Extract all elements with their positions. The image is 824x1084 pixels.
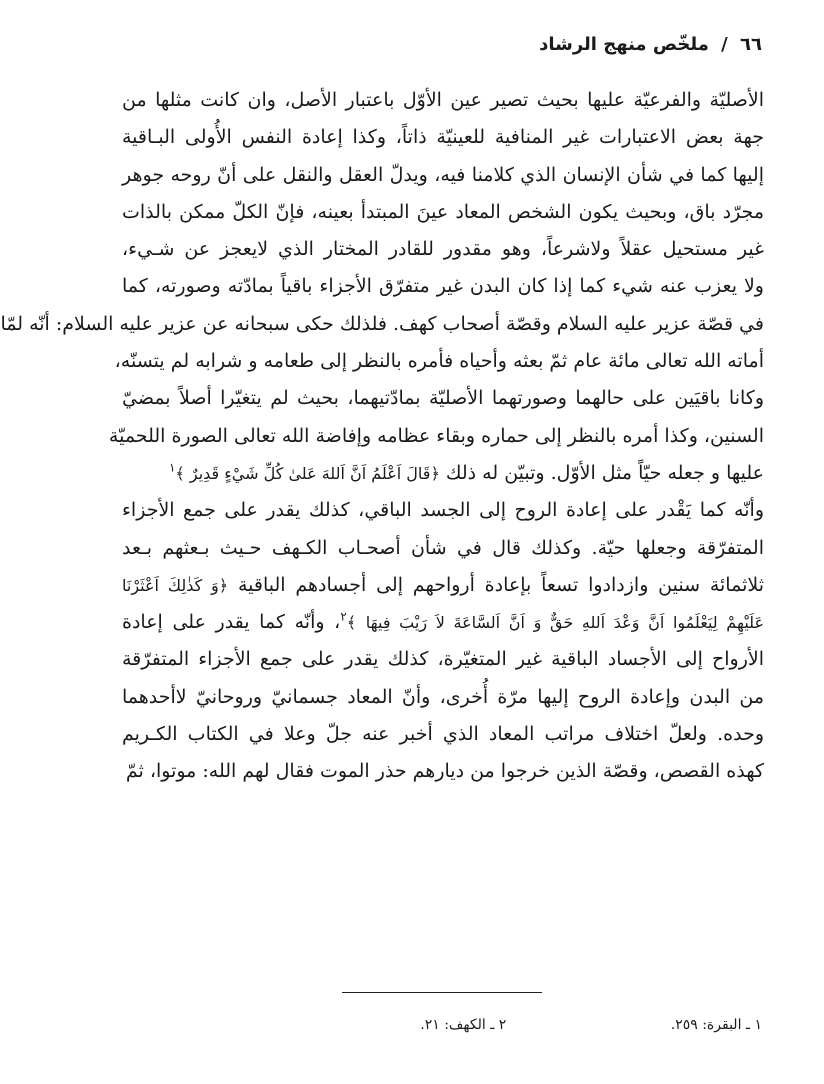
book-title: ملخّص منهج الرشاد <box>539 34 709 55</box>
text-line: وأنّه كما يَقْدر على إعادة الروح إلى الجسد الباقي، كذلك يقدر على جمع الأجزاء <box>122 499 764 522</box>
quran-quote: ﴿قَالَ اَعْلَمُ اَنَّ اَللهَ عَلىٰ كُلِّ شَيْءٍ قَدِيرٌ ﴾ <box>175 463 440 483</box>
page-header <box>124 30 762 60</box>
text-line: مجرّد باق، وبحيث يكون الشخص المعاد عينَ المبتدأ بعينه، فإنّ الكلّ ممكن بالذات <box>122 200 764 223</box>
quran-quote-open: ﴿وَ كَذٰلِكَ اَعْثَرْنَا <box>122 575 229 595</box>
text-line: إليها كما في شأن الإنسان الذي كلامنا فيه، ويدلّ العقل والنقل على أنّ روحه جوهر <box>122 163 764 186</box>
footnotes <box>124 1014 762 1036</box>
text-segment: ثلاثمائة سنين وازدادوا تسعاً بإعادة أرواحهم إلى أجسادهم الباقية <box>237 573 764 596</box>
footnote-2: ٢ ـ الكهف: ٢١. <box>420 1017 507 1033</box>
text-line-with-quote <box>122 567 764 604</box>
text-segment: عليها و جعله حيّاً مثل الأوّل. وتبيّن له ذلك <box>445 461 764 484</box>
text-line: غير مستحيل عقلاً ولاشرعاً، وهو مقدور للقادر المختار الذي لايعجز عن شـيء، <box>122 238 764 261</box>
text-line: جهة بعض الاعتبارات غير المنافية للعينيّة ذاتاً، وكذا إعادة النفس الأُولى البـاقية <box>122 126 764 149</box>
quran-quote-close: ﴾ <box>346 613 357 633</box>
text-line-with-quote <box>122 455 764 492</box>
text-line-with-quote <box>122 604 764 641</box>
text-line: وحده. ولعلّ اختلاف مراتب المعاد الذي أخبر عنه جلّ وعلا في الكتاب الكـريم <box>122 723 764 746</box>
quran-quote-body: عَلَيْهِمْ لِيَعْلَمُوا اَنَّ وَعْدَ اَللهِ حَقٌّ وَ اَنَّ اَلسَّاعَةَ لاَ رَيْبَ فِيهَا <box>365 613 764 633</box>
header-separator: / <box>721 34 728 55</box>
text-line: وكانا باقيَين على حالهما وصورتهما الأصليّة بمادّتيهما، بحيث لم يتغيّرا أصلاً بمضيّ <box>122 387 764 410</box>
text-line: الأرواح إلى الأجساد الباقية غير المتغيّرة، كذلك يقدر على جمع الأجزاء المتفرّقة <box>122 648 764 671</box>
body-text <box>0 82 764 904</box>
text-segment: ، وأنّه كما يقدر على إعادة <box>122 611 341 634</box>
text-line: أماته الله تعالى مائة عام ثمّ بعثه وأحياه فأمره بالنظر إلى طعامه و شرابه لم يتسنّه، <box>114 350 764 373</box>
footnote-1: ١ ـ البقرة: ٢٥٩. <box>670 1017 762 1033</box>
text-line: كهذه القصص، وقصّة الذين خرجوا من ديارهم حذر الموت فقال لهم الله: موتوا، ثمّ <box>125 760 764 783</box>
text-line: الأصليّة والفرعيّة عليها بحيث تصير عين الأوّل باعتبار الأصل، وان كانت مثلها من <box>122 89 764 111</box>
text-line: من البدن وإعادة الروح إليها مرّة أُخرى، وأنّ المعاد جسمانيّ وروحانيّ لاأحدهما <box>122 685 764 708</box>
footnote-ref: ٢ <box>340 609 347 624</box>
footnote-ref: ١ <box>168 460 176 475</box>
page-number: ٦٦ <box>740 34 762 55</box>
text-line: في قصّة عزير عليه السلام وقصّة أصحاب كهف. فلذلك حكى سبحانه عن عزير عليه السلام: أنّه لمّا <box>0 312 764 335</box>
text-line: ولا يعزب عنه شيء كما إذا كان البدن غير متفرّق الأجزاء باقياً بمادّته وصورته، كما <box>122 275 764 298</box>
footnote-divider <box>342 992 542 993</box>
text-line: السنين، وكذا أمره بالنظر إلى حماره وبقاء عظامه وإفاضة الله تعالى الصورة اللحميّة <box>108 424 764 447</box>
text-line: المتفرّقة وجعلها حيّة. وكذلك قال في شأن أصحـاب الكـهف حـيث بـعثهم بـعد <box>122 536 764 559</box>
